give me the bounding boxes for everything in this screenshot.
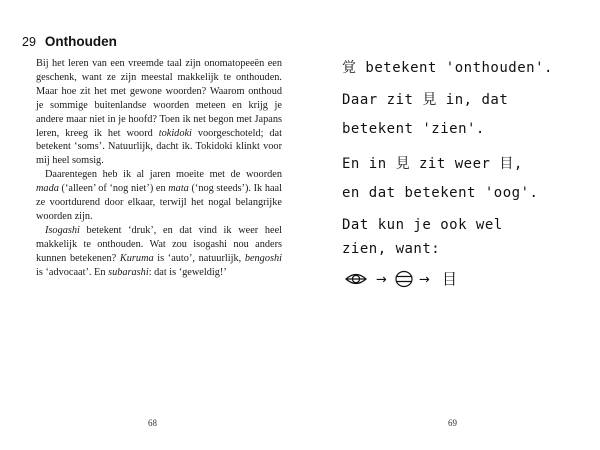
handwritten-line: Daar zit 見 in, dat bbox=[342, 92, 509, 108]
handwritten-line: Dat kun je ook wel bbox=[342, 217, 503, 233]
page-number-left: 68 bbox=[148, 418, 157, 428]
stylized-eye-icon bbox=[396, 272, 412, 287]
italic-word: Kuruma bbox=[119, 252, 154, 264]
text-run: Bij het leren van een vreemde taal zijn onomatopeeën een geschenk, want ze zijn meestal makkelijk te onthouden. Maar hoe zit het met gewone woorden? Waarom onthoud je sommige buitenlandse woorden meteen en krijg je andere maar niet in je hoofd? Toen ik net begon met Japans leren, kreeg ik het woord bbox=[36, 58, 282, 139]
body-paragraph bbox=[36, 224, 282, 280]
text-run: is ‘auto’, natuurlijk, bbox=[153, 252, 245, 264]
eye-to-kanji-evolution-icon bbox=[344, 268, 494, 290]
arrow-icon: → bbox=[376, 272, 387, 288]
body-text bbox=[36, 57, 282, 280]
arrow-icon: → bbox=[419, 272, 430, 288]
handwritten-line: en dat betekent 'oog'. bbox=[342, 185, 539, 201]
text-run: Daarentegen heb ik al jaren moeite met de woorden bbox=[45, 169, 282, 181]
handwritten-line: betekent 'zien'. bbox=[342, 121, 485, 137]
italic-word: mada bbox=[36, 183, 59, 195]
handwritten-line: En in 見 zit weer 目, bbox=[342, 156, 523, 172]
handwritten-line: zien, want: bbox=[342, 241, 441, 257]
kanji-eye-glyph: 目 bbox=[442, 270, 458, 288]
handwritten-line: 覚 betekent 'onthouden'. bbox=[342, 60, 553, 76]
italic-word: bengoshi bbox=[244, 252, 282, 264]
eye-icon bbox=[346, 275, 366, 284]
body-paragraph bbox=[36, 168, 282, 224]
chapter-heading bbox=[22, 33, 117, 51]
page-number-right: 69 bbox=[448, 418, 457, 428]
chapter-number: 29 bbox=[22, 35, 36, 49]
text-run: (‘nog steeds’). Ik haal ze voortdurend door elkaar, terwijl het nogal belangrijke woorden zijn. bbox=[36, 183, 282, 222]
right-page bbox=[300, 0, 600, 450]
italic-word: tokidoki bbox=[158, 127, 192, 139]
text-run: voorgeschoteld; dat betekent ‘soms’. Natuurlijk, dacht ik. Tokidoki klinkt voor mij heel somsig. bbox=[36, 127, 282, 167]
italic-word: Isogashi bbox=[45, 224, 80, 236]
chapter-title: Onthouden bbox=[44, 34, 117, 49]
body-paragraph bbox=[36, 57, 282, 168]
text-run: : dat is ‘geweldig!’ bbox=[148, 266, 227, 278]
text-run: (‘alleen’ of ‘nog niet’) en bbox=[58, 183, 169, 195]
text-run: betekent ‘druk’, en dat vind ik weer heel makkelijk te onthouden. Wat zou isogashi nou anders kunnen betekenen? bbox=[36, 224, 282, 264]
text-run: is ‘advocaat’. En bbox=[36, 266, 109, 278]
italic-word: mata bbox=[168, 183, 189, 195]
italic-word: subarashi bbox=[108, 266, 149, 278]
